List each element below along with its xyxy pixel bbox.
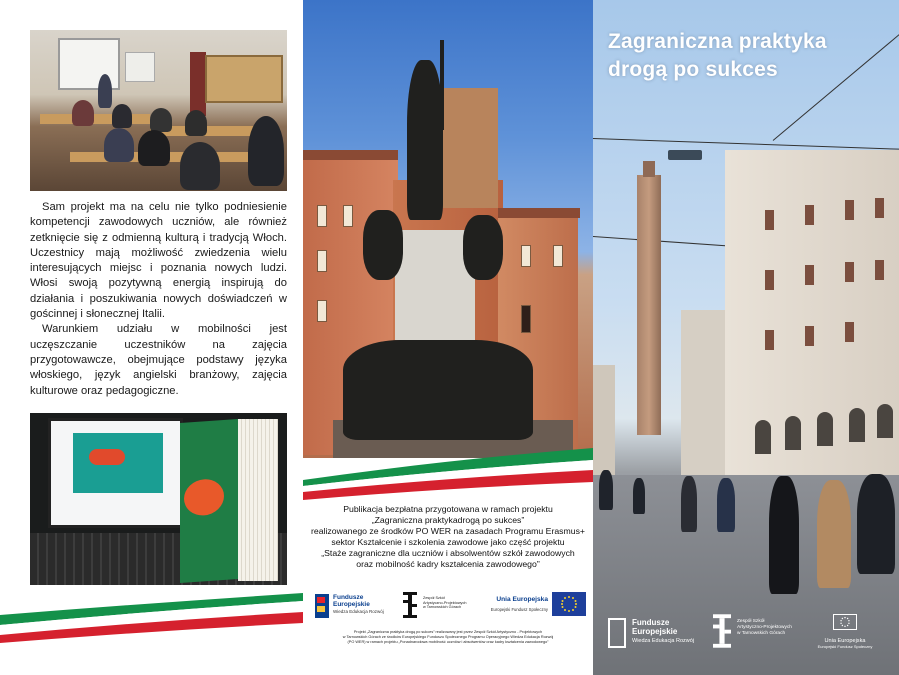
eu-title: Unia Europejska xyxy=(824,638,866,644)
window xyxy=(845,200,854,220)
school-logo xyxy=(713,614,803,650)
publication-line: sektor Kształcenie i szkolenia zawodowe jako część projektu xyxy=(331,537,565,547)
school-emblem-icon xyxy=(713,614,731,648)
paragraph: Warunkiem udziału w mobilności jest uczęszczanie uczestników na zajęcia przygotowawcze, obejmujące podstawy języka włoskiego, język angielski branżowy, zajęcia kulturowe oraz pedagogiczne. xyxy=(30,323,287,397)
desk xyxy=(70,152,270,162)
door xyxy=(190,52,206,116)
publication-line: realizowanego ze środków PO WER na zasadach Programu Erasmus+ xyxy=(310,526,586,536)
cover-funding-logos xyxy=(593,612,899,652)
pedestrian xyxy=(857,474,895,574)
laptop-book-photo xyxy=(30,413,287,585)
eu-flag-icon xyxy=(833,614,857,630)
window xyxy=(805,205,814,225)
neptune-statue xyxy=(407,60,443,220)
street-lamp xyxy=(668,150,702,160)
window xyxy=(805,326,814,346)
student xyxy=(112,104,132,128)
eu-flag-icon xyxy=(552,592,586,616)
portico-arch xyxy=(785,416,801,450)
building-middle xyxy=(681,310,729,480)
window xyxy=(845,322,854,342)
desk xyxy=(40,114,150,124)
left-panel xyxy=(0,0,303,675)
window xyxy=(875,260,884,280)
neptune-fountain-photo xyxy=(303,0,593,458)
window xyxy=(317,205,327,227)
title-line: Zagraniczna praktyka xyxy=(608,30,827,53)
classroom-photo xyxy=(30,30,287,191)
laptop-screen xyxy=(48,418,183,528)
window xyxy=(765,270,774,290)
publication-line: Publikacja bezpłatna przygotowana w ramach projektu xyxy=(343,504,553,514)
notice-board xyxy=(205,55,283,103)
window xyxy=(875,198,884,218)
student xyxy=(138,130,170,166)
tram-wire xyxy=(593,138,899,150)
publication-info xyxy=(309,504,587,570)
project-footnote: Projekt „Zagraniczna praktyka drogą po sukces” realizowany jest przez Zespół Szkół Artystyczno - Projektowych w Tarnowskich Górach ze środków Europejskiego Funduszu Społecznego Programu Operacyjnego Wiedza Edukacja Rozwój (PO WER) w ramach projektu „Ponadnarodowa mobilność uczniów i absolwentów oraz kadry kształcenia zawodowego” xyxy=(342,630,554,644)
teacher xyxy=(98,74,112,108)
school-logo xyxy=(403,590,481,622)
funding-logos xyxy=(311,588,586,624)
middle-panel xyxy=(303,0,593,675)
eu-subtitle: Europejski Fundusz Społeczny xyxy=(817,644,873,649)
brochure-title xyxy=(608,28,878,84)
asinelli-tower xyxy=(637,175,661,435)
window xyxy=(521,305,531,333)
window xyxy=(765,210,774,230)
fountain-basin xyxy=(343,340,533,440)
window xyxy=(317,300,327,322)
palazzo-facade xyxy=(725,150,899,475)
paragraph: Sam projekt ma na celu nie tylko podniesienie kompetencji zawodowych uczniów, ale również zetknięcie się z odmienną kulturą i tradycją Włoch. Uczestnicy mają możliwość zwiedzenia wielu interesujących miejsc i poznania nowych ludzi. Włosi swoją pozytywną energią inspirują do działania i poszukiwania nowych doświadczeń w gościnnej i słonecznej Italii. xyxy=(30,201,287,321)
roof xyxy=(498,208,580,218)
student xyxy=(185,110,207,136)
pedestrian xyxy=(633,478,645,514)
publication-line: oraz mobilność kadry kształcenia zawodowego” xyxy=(356,559,540,569)
portico-arch xyxy=(849,408,865,442)
trident xyxy=(440,40,444,130)
cover-panel xyxy=(593,0,899,675)
window xyxy=(845,262,854,282)
portico-arch xyxy=(817,412,833,446)
italian-flag-ribbon xyxy=(0,585,303,645)
european-funds-logo xyxy=(315,592,393,620)
student xyxy=(180,142,220,190)
window xyxy=(805,265,814,285)
publication-line: „Staże zagraniczne dla uczniów i absolwentów szkół zawodowych xyxy=(321,548,575,558)
eu-title: Unia Europejska xyxy=(496,596,548,603)
portico-arch xyxy=(755,420,771,454)
student xyxy=(104,128,134,162)
pedestrian xyxy=(769,476,799,594)
eu-logo xyxy=(805,614,885,650)
book-emblem xyxy=(184,478,224,517)
logo-subtitle: Wiedza Edukacja Rozwój xyxy=(632,638,695,644)
building-left xyxy=(593,365,615,475)
logo-title: Fundusze Europejskie xyxy=(333,594,370,608)
student xyxy=(150,108,172,132)
school-emblem-icon xyxy=(403,592,417,618)
window xyxy=(553,245,563,267)
roof xyxy=(303,150,398,160)
publication-line: „Zagraniczna praktykadrogą po sukces” xyxy=(371,515,525,525)
logo-subtitle: Wiedza Edukacja Rozwój xyxy=(333,609,384,614)
eu-logo xyxy=(491,592,586,620)
school-name: Zespół Szkół Artystyczno-Projektowych w Tarnowskich Górach xyxy=(423,596,467,610)
portico-arch xyxy=(877,404,893,438)
book-pages xyxy=(238,419,278,581)
european-funds-icon xyxy=(608,618,626,648)
window xyxy=(343,205,353,227)
screen-badge xyxy=(89,449,125,465)
pedestrian xyxy=(817,480,851,588)
green-book xyxy=(180,419,238,583)
cherub-right xyxy=(463,215,503,280)
window xyxy=(317,250,327,272)
window xyxy=(765,330,774,350)
school-name: Zespół Szkół Artystyczno-Projektowych w Tarnowskich Górach xyxy=(737,619,792,636)
window xyxy=(521,245,531,267)
title-line: drogą po sukces xyxy=(608,58,778,81)
european-funds-logo xyxy=(608,616,718,650)
pedestrian xyxy=(717,478,735,532)
european-funds-icon xyxy=(315,594,329,618)
student xyxy=(72,100,94,126)
pedestrian xyxy=(599,470,613,510)
logo-title: Fundusze Europejskie xyxy=(632,618,678,636)
palace-tower xyxy=(443,88,498,208)
student xyxy=(248,116,284,186)
cherub-left xyxy=(363,210,403,280)
projector-screen xyxy=(125,52,155,82)
project-description xyxy=(30,200,287,399)
bologna-street-photo xyxy=(593,0,899,675)
eu-subtitle: Europejski Fundusz Społeczny xyxy=(490,607,548,612)
pedestrian xyxy=(681,476,697,532)
italian-flag-ribbon xyxy=(303,446,593,500)
